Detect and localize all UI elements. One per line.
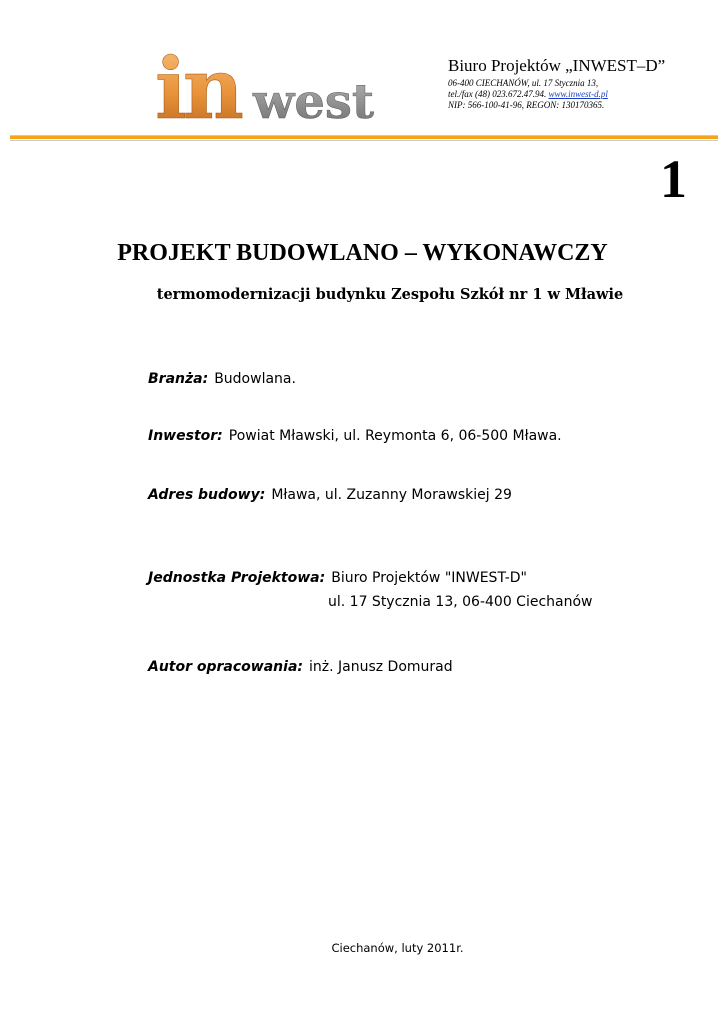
header-rule: [10, 136, 718, 139]
page-number: 1: [660, 149, 687, 209]
firm-ids: NIP: 566-100-41-96, REGON: 130170365.: [448, 100, 605, 110]
document-subtitle: termomodernizacji budynku Zespołu Szkół nr 1 w Mławie: [156, 286, 624, 303]
logo-west-text: west: [253, 74, 375, 130]
firm-phone: tel./fax (48) 023.672.47.94.: [448, 89, 547, 99]
field-branza: [148, 371, 296, 387]
firm-website-link[interactable]: www.inwest-d.pl: [548, 89, 608, 99]
document-title: PROJEKT BUDOWLANO – WYKONAWCZY: [117, 240, 608, 266]
field-autor: [148, 659, 453, 675]
field-adres-label: Adres budowy:: [148, 487, 266, 503]
field-inwestor-label: Inwestor:: [148, 428, 223, 444]
field-jednostka-address: ul. 17 Stycznia 13, 06-400 Ciechanów: [328, 594, 593, 610]
field-autor-value: inż. Janusz Domurad: [309, 659, 453, 675]
field-adres: [148, 487, 512, 503]
firm-address: 06-400 CIECHANÓW, ul. 17 Stycznia 13,: [448, 78, 599, 88]
field-inwestor: [148, 428, 562, 444]
field-adres-value: Mława, ul. Zuzanny Morawskiej 29: [271, 487, 512, 503]
inwest-logo: [155, 38, 395, 130]
footer-place-date: Ciechanów, luty 2011r.: [331, 941, 464, 955]
firm-name: Biuro Projektów „INWEST–D”: [448, 56, 666, 75]
field-jednostka: [148, 570, 527, 586]
field-jednostka-label: Jednostka Projektowa:: [148, 570, 326, 586]
field-branza-value: Budowlana.: [214, 371, 296, 387]
field-branza-label: Branża:: [148, 371, 209, 387]
field-jednostka-value: Biuro Projektów "INWEST-D": [331, 570, 527, 586]
field-inwestor-value: Powiat Mławski, ul. Reymonta 6, 06-500 Mława.: [228, 428, 562, 444]
field-autor-label: Autor opracowania:: [148, 659, 303, 675]
logo-in-text: in: [155, 39, 240, 130]
firm-contact: [448, 89, 608, 99]
